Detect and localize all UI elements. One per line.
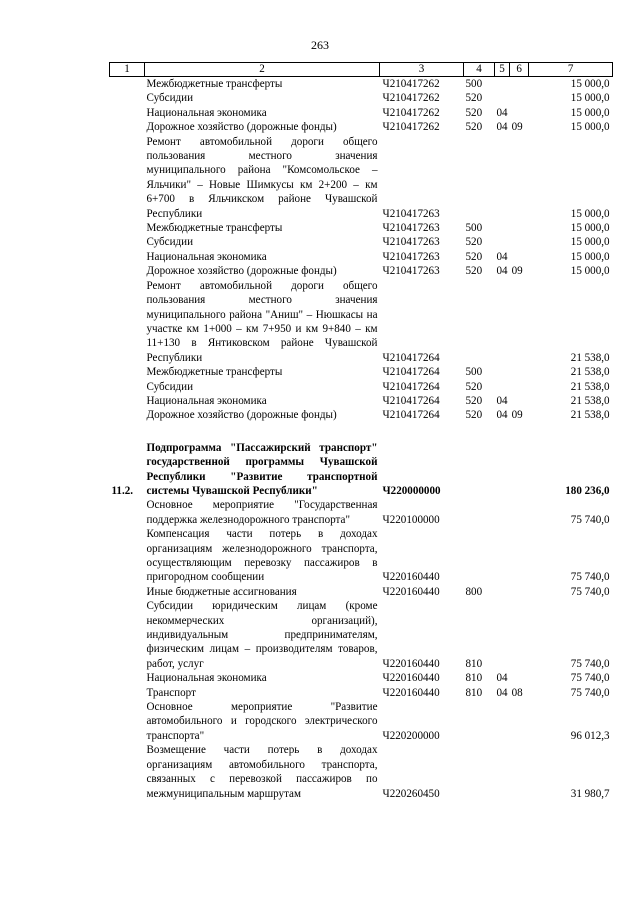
table-row — [110, 135, 613, 221]
row-col5: 04 — [496, 394, 508, 407]
row-number — [110, 235, 145, 249]
row-col4: 810 — [465, 657, 483, 670]
row-col5 — [495, 700, 510, 743]
row-name: Субсидии юридическим лицам (кроме некоммерческих организаций), индивидуальным предпринимателям, физическим лицам – производителям товаров, работ, услуг — [146, 600, 378, 670]
row-amount: 21 538,0 — [570, 380, 610, 393]
row-name: Транспорт — [146, 686, 196, 699]
row-code: Ч210417262 — [382, 92, 440, 105]
row-col6 — [510, 671, 529, 685]
row-code: Ч220100000 — [382, 513, 440, 526]
row-col6 — [510, 394, 529, 408]
row-col6 — [510, 527, 529, 585]
row-name: Ремонт автомобильной дороги общего пользования местного значения муниципального района "Комсомольское – Яльчики" – Новые Шимкусы км 2+200 – км 6+700 в Яльчикском районе Чувашской Республики — [146, 135, 378, 220]
row-col5: 04 — [496, 106, 508, 119]
row-col6 — [510, 441, 529, 499]
row-col6 — [510, 498, 529, 527]
row-col5 — [495, 498, 510, 527]
row-col6 — [510, 365, 529, 379]
row-number — [110, 527, 145, 585]
budget-table — [109, 62, 613, 801]
row-amount: 75 740,0 — [570, 686, 610, 699]
row-name: Субсидии — [146, 236, 194, 249]
row-amount: 15 000,0 — [570, 222, 610, 235]
row-name: Национальная экономика — [146, 394, 267, 407]
row-col5 — [495, 599, 510, 671]
row-col5 — [495, 91, 510, 105]
row-col6: 09 — [511, 409, 523, 422]
table-row — [110, 221, 613, 235]
row-code: Ч210417263 — [382, 236, 440, 249]
row-number — [110, 106, 145, 120]
row-name: Межбюджетные трансферты — [146, 222, 283, 235]
table-row — [110, 527, 613, 585]
row-col4: 800 — [465, 585, 483, 598]
row-code: Ч220160440 — [382, 686, 440, 699]
table-row — [110, 279, 613, 365]
row-name: Ремонт автомобильной дороги общего пользования местного значения муниципального района "Аниш" – Нюшкасы на участке км 1+000 – км 7+950 и км 9+840 – км 11+130 в Янтиковском районе Чувашской Республики — [146, 279, 378, 364]
table-row — [110, 235, 613, 249]
row-col4: 520 — [465, 265, 483, 278]
table-header — [110, 63, 613, 77]
row-col4 — [464, 498, 495, 527]
row-number — [110, 394, 145, 408]
table-body — [110, 77, 613, 801]
row-code: Ч220200000 — [382, 729, 440, 742]
row-col6 — [510, 599, 529, 671]
row-number — [110, 408, 145, 422]
row-col4: 520 — [465, 380, 483, 393]
row-amount: 15 000,0 — [570, 250, 610, 263]
row-amount: 180 236,0 — [565, 484, 610, 497]
row-number — [110, 380, 145, 394]
table-row — [110, 408, 613, 422]
row-col4: 520 — [465, 236, 483, 249]
row-name: Национальная экономика — [146, 106, 267, 119]
row-col4: 520 — [465, 92, 483, 105]
table-row — [110, 77, 613, 92]
table-row — [110, 250, 613, 264]
table-row — [110, 264, 613, 278]
row-code: Ч210417263 — [382, 250, 440, 263]
row-col4 — [464, 135, 495, 221]
row-col4 — [464, 279, 495, 365]
row-name: Основное мероприятие "Государственная поддержка железнодорожного транспорта" — [146, 499, 378, 526]
row-amount: 75 740,0 — [570, 513, 610, 526]
table-row — [110, 394, 613, 408]
header-cell: 6 — [510, 63, 529, 77]
row-code: Ч220260450 — [382, 787, 440, 800]
row-col5: 04 — [496, 121, 508, 134]
row-col4: 500 — [465, 78, 483, 90]
row-code: Ч220160440 — [382, 657, 440, 670]
row-name: Дорожное хозяйство (дорожные фонды) — [146, 265, 337, 278]
row-col4: 500 — [465, 222, 483, 235]
table-row — [110, 599, 613, 671]
row-number — [110, 498, 145, 527]
row-code: Ч210417262 — [382, 106, 440, 119]
row-col6 — [510, 380, 529, 394]
table-row — [110, 686, 613, 700]
row-col4: 500 — [465, 366, 483, 379]
row-col5: 04 — [496, 250, 508, 263]
row-col6: 09 — [511, 121, 523, 134]
row-col4 — [464, 441, 495, 499]
row-amount: 21 538,0 — [570, 366, 610, 379]
page-number: 263 — [311, 38, 329, 52]
row-code: Ч210417264 — [382, 351, 440, 364]
row-amount: 21 538,0 — [570, 351, 610, 364]
table-row — [110, 743, 613, 801]
row-number — [110, 585, 145, 599]
row-col5 — [495, 279, 510, 365]
row-code: Ч210417263 — [382, 265, 440, 278]
row-code: Ч210417264 — [382, 366, 440, 379]
header-cell: 7 — [529, 63, 613, 77]
row-name: Подпрограмма "Пассажирский транспорт" государственной программы Чувашской Республики "Развитие транспортной системы Чувашской Республики" — [146, 441, 378, 497]
table-row — [110, 441, 613, 499]
row-number — [110, 700, 145, 743]
row-col5: 04 — [496, 686, 508, 699]
row-number — [110, 365, 145, 379]
row-amount: 75 740,0 — [570, 571, 610, 584]
row-amount: 15 000,0 — [570, 106, 610, 119]
row-col6 — [510, 91, 529, 105]
row-name: Национальная экономика — [146, 672, 267, 685]
row-name: Компенсация части потерь в доходах организациям железнодорожного транспорта, осуществляющим перевозку пассажиров в пригородном сообщении — [146, 528, 378, 584]
row-col4 — [464, 700, 495, 743]
row-col6 — [510, 279, 529, 365]
row-col6: 09 — [511, 265, 523, 278]
row-col6 — [510, 585, 529, 599]
row-col5 — [495, 441, 510, 499]
row-name: Дорожное хозяйство (дорожные фонды) — [146, 409, 337, 422]
row-col4 — [464, 743, 495, 801]
table-row — [110, 585, 613, 599]
row-number — [110, 77, 145, 92]
row-col4: 520 — [465, 394, 483, 407]
row-amount: 15 000,0 — [570, 78, 610, 90]
row-code: Ч210417262 — [382, 121, 440, 134]
row-amount: 96 012,3 — [570, 729, 610, 742]
row-number — [110, 671, 145, 685]
row-amount: 15 000,0 — [570, 236, 610, 249]
row-col5 — [495, 221, 510, 235]
row-col5 — [495, 380, 510, 394]
row-code: Ч210417264 — [382, 380, 440, 393]
row-name: Возмещение части потерь в доходах организациям автомобильного транспорта, связанных с перевозкой пассажиров по межмуниципальным маршрутам — [146, 744, 378, 800]
row-amount: 15 000,0 — [570, 207, 610, 220]
row-number — [110, 135, 145, 221]
row-name: Дорожное хозяйство (дорожные фонды) — [146, 121, 337, 134]
row-code: Ч210417263 — [382, 207, 440, 220]
row-name: Национальная экономика — [146, 250, 267, 263]
row-col5 — [495, 135, 510, 221]
row-col4: 810 — [465, 672, 483, 685]
row-col5 — [495, 743, 510, 801]
row-col4: 810 — [465, 686, 483, 699]
row-amount: 21 538,0 — [570, 394, 610, 407]
row-col5 — [495, 527, 510, 585]
row-number — [110, 221, 145, 235]
table-row — [110, 365, 613, 379]
row-name: Основное мероприятие "Развитие автомобильного и городского электрического транспорта" — [146, 701, 378, 742]
row-col4: 520 — [465, 250, 483, 263]
row-number: 11.2. — [111, 484, 134, 497]
table-row — [110, 380, 613, 394]
row-name: Иные бюджетные ассигнования — [146, 585, 297, 598]
row-col6 — [510, 77, 529, 92]
row-amount: 75 740,0 — [570, 672, 610, 685]
row-code: Ч220000000 — [382, 484, 441, 497]
row-code: Ч210417262 — [382, 78, 440, 90]
row-amount: 15 000,0 — [570, 92, 610, 105]
row-amount: 31 980,7 — [570, 787, 610, 800]
row-amount: 21 538,0 — [570, 409, 610, 422]
row-col5: 04 — [496, 265, 508, 278]
row-col5 — [495, 235, 510, 249]
row-number — [110, 279, 145, 365]
row-col4: 520 — [465, 121, 483, 134]
row-col6 — [510, 250, 529, 264]
row-col6 — [510, 700, 529, 743]
row-col6 — [510, 235, 529, 249]
row-col6 — [510, 135, 529, 221]
spacer-cell — [110, 423, 613, 441]
row-col5 — [495, 585, 510, 599]
row-col6: 08 — [511, 686, 523, 699]
table-row — [110, 120, 613, 134]
row-amount: 75 740,0 — [570, 585, 610, 598]
row-col6 — [510, 221, 529, 235]
row-col6 — [510, 106, 529, 120]
row-number — [110, 264, 145, 278]
row-col4: 520 — [465, 409, 483, 422]
row-name: Межбюджетные трансферты — [146, 366, 283, 379]
row-col5: 04 — [496, 672, 508, 685]
row-number — [110, 120, 145, 134]
row-number — [110, 250, 145, 264]
table-row — [110, 91, 613, 105]
row-name: Субсидии — [146, 92, 194, 105]
row-amount: 15 000,0 — [570, 265, 610, 278]
row-code: Ч210417264 — [382, 394, 440, 407]
row-col5 — [495, 365, 510, 379]
row-number — [110, 743, 145, 801]
table-row — [110, 671, 613, 685]
row-code: Ч220160440 — [382, 672, 440, 685]
row-number — [110, 599, 145, 671]
row-col6 — [510, 743, 529, 801]
row-name: Субсидии — [146, 380, 194, 393]
row-code: Ч220160440 — [382, 571, 440, 584]
row-number — [110, 91, 145, 105]
row-amount: 75 740,0 — [570, 657, 610, 670]
row-col4: 520 — [465, 106, 483, 119]
header-cell: 1 — [110, 63, 145, 77]
row-name: Межбюджетные трансферты — [146, 78, 283, 90]
table-row — [110, 700, 613, 743]
header-cell: 4 — [464, 63, 495, 77]
row-col5 — [495, 77, 510, 92]
row-spacer — [110, 423, 613, 441]
row-number — [110, 686, 145, 700]
row-col4 — [464, 527, 495, 585]
row-code: Ч220160440 — [382, 585, 440, 598]
table-row — [110, 498, 613, 527]
row-col5: 04 — [496, 409, 508, 422]
header-cell: 3 — [380, 63, 464, 77]
row-amount: 15 000,0 — [570, 121, 610, 134]
row-code: Ч210417263 — [382, 222, 440, 235]
table-row — [110, 106, 613, 120]
header-cell: 5 — [495, 63, 510, 77]
header-cell: 2 — [145, 63, 380, 77]
row-code: Ч210417264 — [382, 409, 440, 422]
